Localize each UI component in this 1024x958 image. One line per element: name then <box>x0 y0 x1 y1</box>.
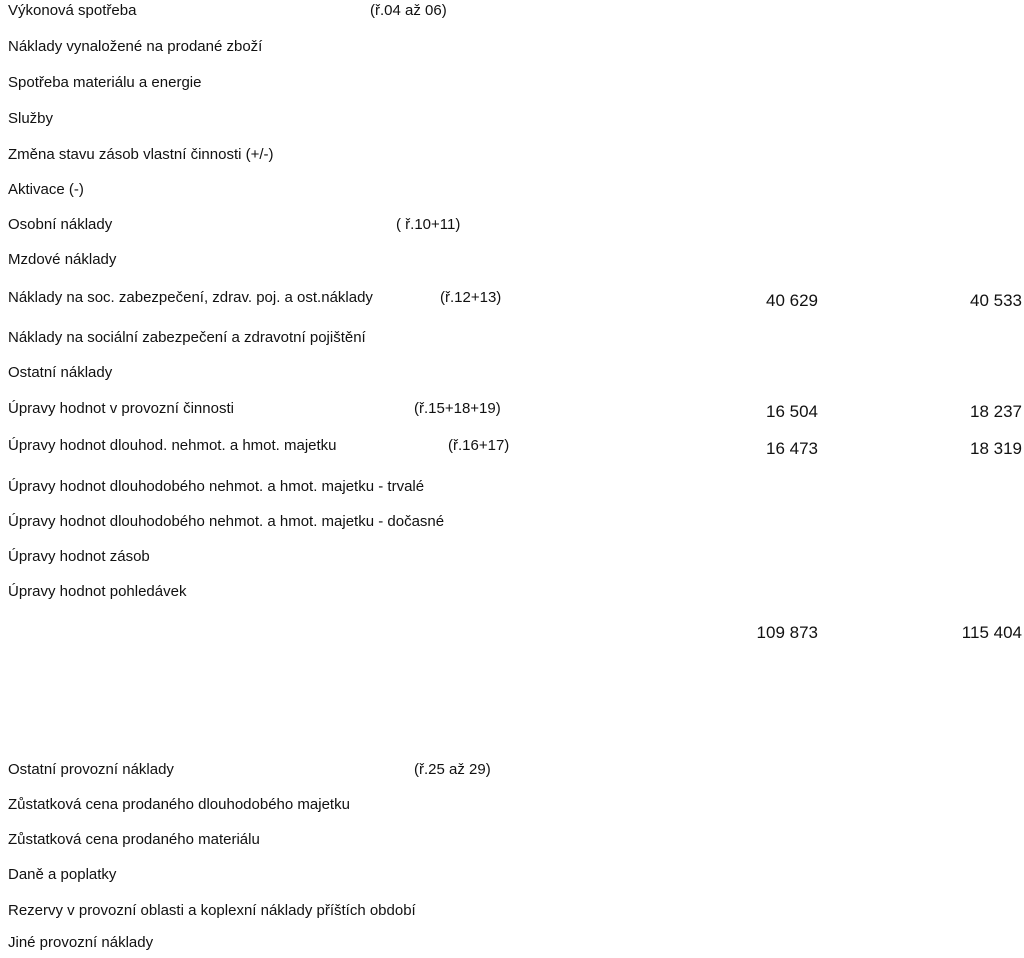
row-label: Aktivace (-) <box>8 181 84 198</box>
row-socialni-zdravotni <box>0 329 1024 353</box>
value-previous: 18 319 <box>970 439 1022 458</box>
row-upravy-docasne <box>0 513 1024 537</box>
row-jine-provozni-naklady <box>0 934 1024 958</box>
row-label: Náklady na soc. zabezpečení, zdrav. poj. a ost.náklady <box>8 289 373 306</box>
row-upravy-zasob <box>0 548 1024 572</box>
row-reference: (ř.15+18+19) <box>414 400 501 417</box>
row-label: Spotřeba materiálu a energie <box>8 74 202 91</box>
row-upravy-provozni <box>0 400 1024 424</box>
row-label: Úpravy hodnot dlouhodobého nehmot. a hmot. majetku - dočasné <box>8 513 445 530</box>
row-label: Úpravy hodnot dlouhod. nehmot. a hmot. majetku <box>8 437 337 454</box>
row-dane-poplatky <box>0 866 1024 890</box>
value-previous: 18 237 <box>970 402 1022 421</box>
row-osobni-naklady <box>0 216 1024 240</box>
row-label: Úpravy hodnot pohledávek <box>8 583 187 600</box>
row-label: Zůstatková cena prodaného dlouhodobého majetku <box>8 796 350 813</box>
row-aktivace <box>0 181 1024 205</box>
row-label: Zůstatková cena prodaného materiálu <box>8 831 260 848</box>
row-mzdove-naklady <box>0 251 1024 275</box>
row-reference: ( ř.10+11) <box>396 216 461 233</box>
row-naklady-soc-zabezpeceni <box>0 289 1024 313</box>
row-naklady-prodane-zbozi <box>0 38 1024 62</box>
row-reference: (ř.12+13) <box>440 289 502 306</box>
value-current: 109 873 <box>756 623 818 642</box>
row-label: Náklady vynaložené na prodané zboží <box>8 38 263 55</box>
row-label: Jiné provozní náklady <box>8 934 154 951</box>
row-label: Rezervy v provozní oblasti a koplexní náklady příštích období <box>8 902 416 919</box>
row-zustatkova-cena-majetku <box>0 796 1024 820</box>
row-ostatni-naklady <box>0 364 1024 388</box>
value-current: 16 473 <box>766 439 818 458</box>
value-current: 40 629 <box>766 291 818 310</box>
value-previous: 115 404 <box>961 623 1022 642</box>
row-label: Ostatní provozní náklady <box>8 761 174 778</box>
row-zustatkova-cena-materialu <box>0 831 1024 855</box>
row-label: Ostatní náklady <box>8 364 113 381</box>
row-reference: (ř.04 až 06) <box>370 2 447 19</box>
value-current: 16 504 <box>766 402 818 421</box>
row-spotreba-materialu <box>0 74 1024 98</box>
row-label: Výkonová spotřeba <box>8 2 137 19</box>
row-upravy-trvale <box>0 478 1024 502</box>
row-label: Změna stavu zásob vlastní činnosti (+/-) <box>8 146 274 163</box>
row-reference: (ř.16+17) <box>448 437 510 454</box>
row-upravy-pohledavek <box>0 583 1024 607</box>
row-ostatni-provozni-naklady <box>0 761 1024 785</box>
row-reference: (ř.25 až 29) <box>414 761 491 778</box>
row-label: Náklady na sociální zabezpečení a zdravotní pojištění <box>8 329 366 346</box>
row-label: Úpravy hodnot dlouhodobého nehmot. a hmot. majetku - trvalé <box>8 478 425 495</box>
row-subtotal <box>0 621 1024 645</box>
row-label: Úpravy hodnot v provozní činnosti <box>8 400 234 417</box>
row-sluzby <box>0 110 1024 134</box>
value-previous: 40 533 <box>970 291 1022 310</box>
row-upravy-dlouhod-majetku <box>0 437 1024 461</box>
row-zmena-stavu-zasob <box>0 146 1024 170</box>
row-label: Mzdové náklady <box>8 251 117 268</box>
row-vykonova-spotreba <box>0 2 1024 26</box>
row-label: Daně a poplatky <box>8 866 117 883</box>
row-label: Osobní náklady <box>8 216 113 233</box>
row-label: Služby <box>8 110 54 127</box>
row-rezervy <box>0 902 1024 926</box>
row-label: Úpravy hodnot zásob <box>8 548 150 565</box>
